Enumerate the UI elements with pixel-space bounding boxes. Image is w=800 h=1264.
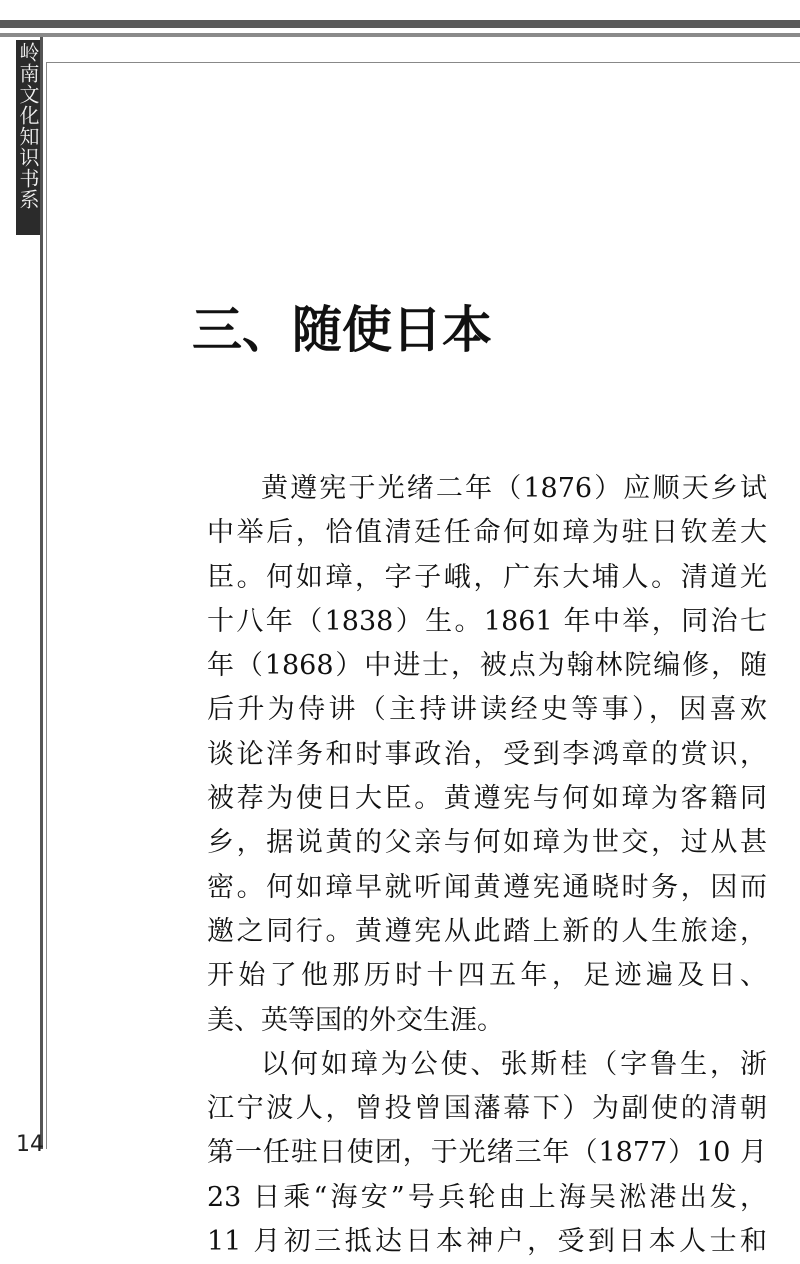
text-line: 被荐为使日大臣。黄遵宪与何如璋为客籍同 xyxy=(207,783,767,815)
top-decorative-bar xyxy=(0,20,800,28)
text-line: 乡，据说黄的父亲与何如璋为世交，过从甚 xyxy=(207,827,767,859)
chapter-title: 三、随使日本 xyxy=(192,301,492,359)
text-line: 十八年（1838）生。1861 年中举，同治七 xyxy=(207,605,767,637)
text-line: 开始了他那历时十四五年，足迹遍及日、 xyxy=(207,960,767,992)
left-frame-inner-rule xyxy=(46,62,47,1149)
text-line: 以何如璋为公使、张斯桂（字鲁生，浙 xyxy=(261,1048,767,1080)
text-line: 邀之同行。黄遵宪从此踏上新的人生旅途， xyxy=(207,915,767,947)
body-text xyxy=(207,467,767,1264)
text-line: 谈论洋务和时事政治，受到李鸿章的赏识， xyxy=(207,738,767,770)
text-line: 美、英等国的外交生涯。 xyxy=(207,1004,504,1036)
left-frame-rule xyxy=(40,37,43,1149)
text-line: 密。何如璋早就听闻黄遵宪通晓时务，因而 xyxy=(207,871,767,903)
text-line: 第一任驻日使团，于光绪三年（1877）10 月 xyxy=(207,1137,767,1169)
text-line: 臣。何如璋，字子峨，广东大埔人。清道光 xyxy=(207,561,767,593)
text-line: 后升为侍讲（主持讲读经史等事），因喜欢 xyxy=(207,694,767,726)
text-line: 23 日乘“海安”号兵轮由上海吴淞港出发， xyxy=(207,1181,767,1213)
top-decorative-bar-thin xyxy=(0,33,800,37)
text-line: 11 月初三抵达日本神户，受到日本人士和 xyxy=(207,1226,767,1258)
text-line: 黄遵宪于光绪二年（1876）应顺天乡试 xyxy=(261,473,767,504)
text-line: 中举后，恰值清廷任命何如璋为驻日钦差大 xyxy=(207,517,767,549)
page-number: 14 xyxy=(16,1132,44,1157)
top-frame-inner-rule xyxy=(46,62,800,63)
text-line: 年（1868）中进士，被点为翰林院编修，随 xyxy=(207,650,767,682)
series-title: 岭南文化知识书系 xyxy=(16,42,40,210)
text-line: 江宁波人，曾投曾国藩幕下）为副使的清朝 xyxy=(207,1093,767,1125)
